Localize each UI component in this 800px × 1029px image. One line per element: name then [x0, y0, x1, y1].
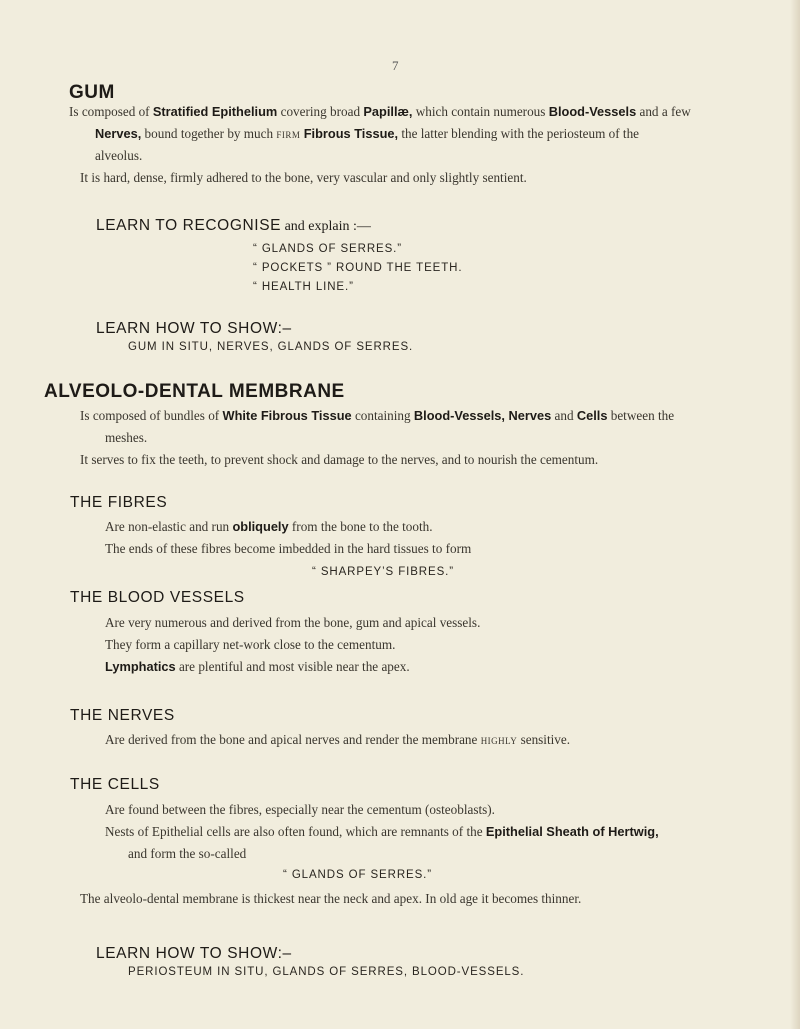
- blood-line-1: Are very numerous and derived from the bone, gum and apical vessels.: [105, 615, 481, 630]
- alveolo-paragraph-1: [80, 405, 780, 427]
- text-span: Are non-elastic and run: [105, 519, 233, 534]
- cells-line-5: The alveolo-dental membrane is thickest near the neck and apex. In old age it becomes thinner.: [80, 891, 582, 906]
- fibres-sharpey: “ SHARPEY’S FIBRES.”: [312, 566, 454, 578]
- page-edge-shadow: [790, 0, 800, 1029]
- bold-term: Stratified Epithelium: [152, 104, 278, 119]
- show-heading-1: LEARN HOW TO SHOW:–: [96, 320, 292, 337]
- alveolo-paragraph-1-end: meshes.: [105, 430, 148, 445]
- cells-line-1: Are found between the fibres, especially near the cementum (osteoblasts).: [105, 802, 495, 817]
- bold-term: Fibrous Tissue,: [303, 126, 399, 141]
- show-items-2: PERIOSTEUM IN SITU, GLANDS OF SERRES, BLOOD-VESSELS.: [128, 966, 525, 978]
- text-span: Is composed of: [69, 104, 153, 119]
- text-span: from the bone to the tooth.: [288, 519, 433, 534]
- text-span: Is composed of bundles of: [80, 408, 223, 423]
- recognise-item: “ GLANDS OF SERRES.”: [253, 243, 402, 255]
- text-span: which contain numerous: [412, 104, 549, 119]
- show-heading-2: LEARN HOW TO SHOW:–: [96, 945, 292, 962]
- gum-paragraph-1-cont: [95, 123, 775, 145]
- small-caps-term: highly: [480, 732, 518, 747]
- blood-line-3: [105, 656, 775, 678]
- bold-term: White Fibrous Tissue: [222, 408, 352, 423]
- recognise-item: “ HEALTH LINE.”: [253, 281, 354, 293]
- cells-line-3: and form the so-called: [128, 846, 247, 861]
- text-span: Are derived from the bone and apical nerves and render the membrane: [105, 732, 481, 747]
- blood-vessels-heading: THE BLOOD VESSELS: [70, 589, 245, 606]
- fibres-line-2: The ends of these fibres become imbedded in the hard tissues to form: [105, 541, 472, 556]
- text-span: are plentiful and most visible near the apex.: [175, 659, 410, 674]
- text-span: containing: [351, 408, 414, 423]
- show-items-1: GUM IN SITU, NERVES, GLANDS OF SERRES.: [128, 341, 414, 353]
- bold-term: Papillæ,: [363, 104, 413, 119]
- small-caps-term: firm: [276, 126, 301, 141]
- alveolo-title: ALVEOLO-DENTAL MEMBRANE: [44, 381, 345, 402]
- text-span: between the: [607, 408, 675, 423]
- text-span: bound together by much: [141, 126, 277, 141]
- page-number: 7: [392, 58, 399, 73]
- recognise-item: “ POCKETS ” ROUND THE TEETH.: [253, 262, 463, 274]
- text-span: and: [551, 408, 577, 423]
- bold-term: obliquely: [232, 519, 289, 534]
- recognise-heading: [96, 217, 371, 235]
- text-span: sensitive.: [517, 732, 571, 747]
- text-span: covering broad: [277, 104, 364, 119]
- text-span: Nests of Epithelial cells are also often found, which are remnants of the: [105, 824, 486, 839]
- bold-term: Nerves,: [95, 126, 142, 141]
- gum-paragraph-1: [69, 101, 769, 123]
- cells-heading: THE CELLS: [70, 776, 160, 793]
- heading-suffix: and explain :—: [281, 219, 371, 234]
- fibres-line-1: [105, 516, 775, 538]
- fibres-heading: THE FIBRES: [70, 494, 168, 511]
- heading-text: LEARN TO RECOGNISE: [96, 217, 282, 234]
- gum-title: GUM: [69, 82, 115, 103]
- cells-line-2: [105, 821, 795, 843]
- alveolo-paragraph-2: It serves to fix the teeth, to prevent shock and damage to the nerves, and to nourish the cementum.: [80, 452, 599, 467]
- nerves-line-1: [105, 729, 775, 751]
- blood-line-2: They form a capillary net-work close to the cementum.: [105, 637, 396, 652]
- bold-term: Blood-Vessels: [548, 104, 637, 119]
- gum-paragraph-1-end: alveolus.: [95, 148, 143, 163]
- bold-term: Cells: [576, 408, 608, 423]
- text-span: and a few: [636, 104, 691, 119]
- bold-term: Epithelial Sheath of Hertwig,: [485, 824, 659, 839]
- text-span: the latter blending with the periosteum of the: [398, 126, 640, 141]
- gum-paragraph-2: It is hard, dense, firmly adhered to the bone, very vascular and only slightly sentient.: [80, 170, 527, 185]
- bold-term: Lymphatics: [105, 659, 176, 674]
- bold-term: Blood-Vessels, Nerves: [413, 408, 552, 423]
- nerves-heading: THE NERVES: [70, 707, 175, 724]
- cells-glands-of-serres: “ GLANDS OF SERRES.”: [283, 869, 432, 881]
